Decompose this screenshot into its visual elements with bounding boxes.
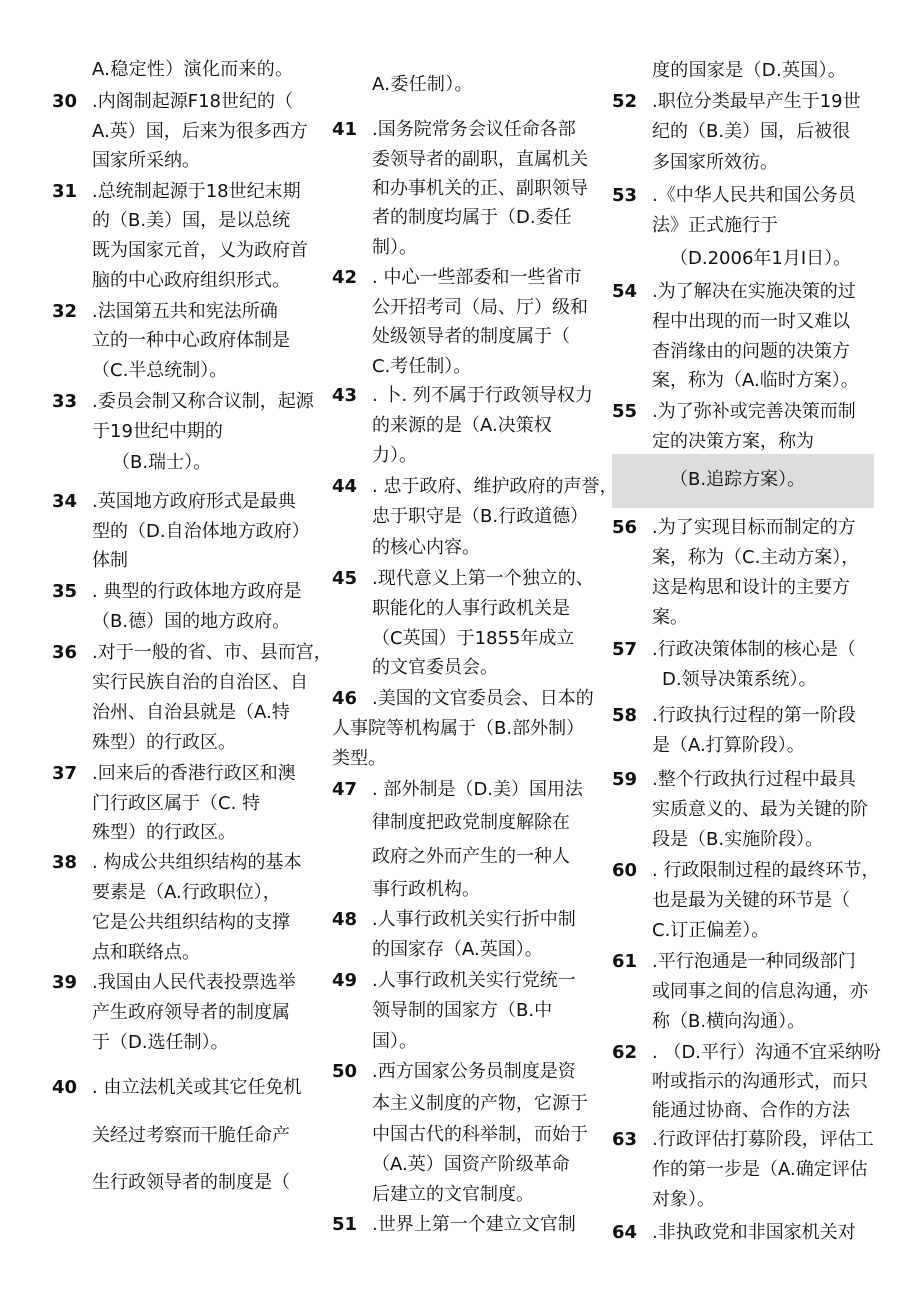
question-line: 法》正式施行于 bbox=[652, 215, 778, 236]
question-number: 32 bbox=[52, 301, 78, 322]
question-line: 案。 bbox=[652, 607, 688, 628]
question-line: .国务院常务会议任命各部 bbox=[372, 119, 576, 140]
question-number: 50 bbox=[332, 1061, 358, 1082]
question-line: . 部外制是（D.美）国用法 bbox=[372, 779, 584, 800]
question-number: 52 bbox=[612, 91, 638, 112]
question-number: 40 bbox=[52, 1077, 78, 1098]
question-number: 34 bbox=[52, 491, 78, 512]
question-line: .为了实现目标而制定的方 bbox=[652, 517, 856, 538]
question-line: 称（B.横向沟通）。 bbox=[652, 1011, 806, 1032]
question-number: 36 bbox=[52, 642, 78, 663]
question-line: .平行泡通是一种同级部门 bbox=[652, 951, 856, 972]
question-line: （B.德）国的地方政府。 bbox=[92, 611, 291, 632]
question-line: 或同事之间的信息沟通，亦 bbox=[652, 981, 868, 1002]
question-line: 纪的（B.美）国，后被很 bbox=[652, 121, 851, 142]
question-line: .《中华人民共和国公务员 bbox=[652, 185, 856, 206]
question-line: .行政执行过程的第一阶段 bbox=[652, 705, 856, 726]
question-line: 本主义制度的产物，它源于 bbox=[372, 1093, 588, 1114]
question-number: 55 bbox=[612, 401, 638, 422]
question-number: 59 bbox=[612, 769, 638, 790]
question-line: 段是（B.实施阶段）。 bbox=[652, 829, 824, 850]
question-line: . 由立法机关或其它任免机 bbox=[92, 1077, 302, 1098]
question-line: 中国古代的科举制，而始于 bbox=[372, 1124, 588, 1145]
question-number: 56 bbox=[612, 517, 638, 538]
question-line: 处级领导者的制度属于（ bbox=[372, 326, 570, 347]
question-line: 生行政领导者的制度是（ bbox=[92, 1172, 290, 1193]
question-line: 和办事机关的正、副职领导 bbox=[372, 178, 588, 199]
question-line: 这是构思和设计的主要方 bbox=[652, 577, 850, 598]
question-number: 30 bbox=[52, 91, 78, 112]
question-number: 33 bbox=[52, 391, 78, 412]
question-line: . 卜. 列不属于行政领导权力 bbox=[372, 385, 593, 406]
question-line: 后建立的文官制度。 bbox=[372, 1184, 534, 1205]
question-line: .对于一般的省、市、县而宫， bbox=[92, 642, 332, 663]
question-line: （C.半总统制）。 bbox=[92, 360, 228, 381]
question-line: 的文官委员会。 bbox=[372, 657, 498, 678]
question-line: 程中出现的而一时又难以 bbox=[652, 311, 850, 332]
question-line: 治州、自治县就是（A.特 bbox=[92, 702, 290, 723]
question-line: 力）。 bbox=[372, 445, 417, 466]
question-line: 的核心内容。 bbox=[372, 537, 480, 558]
question-number: 54 bbox=[612, 281, 638, 302]
question-line: 实质意义的、最为关键的阶 bbox=[652, 799, 868, 820]
question-line: 咐或指示的沟通形式，而只 bbox=[652, 1071, 868, 1092]
question-line: C.考任制）。 bbox=[372, 356, 472, 377]
question-line: .总统制起源于18世纪末期 bbox=[92, 181, 301, 202]
question-line: 多国家所效彷。 bbox=[652, 152, 778, 173]
question-line: 国家所采纳。 bbox=[92, 150, 200, 171]
question-line: .现代意义上第一个独立的、 bbox=[372, 568, 594, 589]
question-line: A.英）国，后来为很多西方 bbox=[92, 121, 308, 142]
question-line: 者的制度均属于（D.委任 bbox=[372, 207, 572, 228]
question-line: .为了弥补或完善决策而制 bbox=[652, 401, 856, 422]
question-line: .为了解决在实施决策的过 bbox=[652, 281, 856, 302]
question-line: .非执政党和非国家机关对 bbox=[652, 1222, 856, 1243]
question-number: 47 bbox=[332, 779, 358, 800]
question-line: 领导制的国家方（B.中 bbox=[372, 1000, 553, 1021]
question-line: 实行民族自治的自治区、自 bbox=[92, 672, 308, 693]
question-line: .行政评估打募阶段，评估工 bbox=[652, 1129, 874, 1150]
question-line: . 典型的行政体地方政府是 bbox=[92, 581, 302, 602]
question-line: .人事行政机关实行党统一 bbox=[372, 970, 576, 991]
continuation-line: 度的国家是（D.英国）。 bbox=[652, 60, 847, 81]
question-number: 60 bbox=[612, 860, 638, 881]
question-line: . 构成公共组织结构的基本 bbox=[92, 852, 302, 873]
question-line: .人事行政机关实行折中制 bbox=[372, 909, 576, 930]
question-line: 门行政区属于（C. 特 bbox=[92, 793, 261, 814]
question-line: 殊型）的行政区。 bbox=[92, 822, 236, 843]
question-line: .回来后的香港行政区和澳 bbox=[92, 763, 296, 784]
question-number: 41 bbox=[332, 119, 358, 140]
question-line: .行政决策体制的核心是（ bbox=[652, 639, 856, 660]
question-line: 能通过协商、合作的方法 bbox=[652, 1100, 850, 1121]
question-line: 定的决策方案，称为 bbox=[652, 431, 814, 452]
question-line: 案，称为（A.临时方案）。 bbox=[652, 370, 859, 391]
question-line: 立的一种中心政府体制是 bbox=[92, 330, 290, 351]
question-line: .英国地方政府形式是最典 bbox=[92, 491, 296, 512]
question-line: 是（A.打算阶段）。 bbox=[652, 735, 805, 756]
question-line: . 行政限制过程的最终环节， bbox=[652, 860, 880, 881]
question-line: 忠于职守是（B.行政道德） bbox=[372, 506, 589, 527]
question-number: 44 bbox=[332, 476, 358, 497]
question-line: C.订正偏差）。 bbox=[652, 920, 770, 941]
question-line: （C英国）于1855年成立 bbox=[372, 628, 575, 649]
question-number: 49 bbox=[332, 970, 358, 991]
question-line: D.领导决策系统）。 bbox=[662, 669, 817, 690]
question-line: 于（D.选任制）。 bbox=[92, 1032, 229, 1053]
question-line: 制）。 bbox=[372, 237, 417, 258]
question-line: 产生政府领导者的制度属 bbox=[92, 1002, 290, 1023]
question-number: 64 bbox=[612, 1222, 638, 1243]
continuation-line: A.委任制）。 bbox=[372, 74, 473, 95]
question-line: 殊型）的行政区。 bbox=[92, 732, 236, 753]
question-line: 要素是（A.行政职位）， bbox=[92, 882, 281, 903]
question-line: .世界上第一个建立文官制 bbox=[372, 1214, 576, 1235]
question-line: 类型。 bbox=[332, 748, 386, 769]
question-line: 点和联络点。 bbox=[92, 942, 200, 963]
question-line: 关经过考察而干脆任命产 bbox=[92, 1125, 290, 1146]
question-line: .我国由人民代表投票选举 bbox=[92, 972, 296, 993]
question-number: 46 bbox=[332, 688, 358, 709]
question-number: 63 bbox=[612, 1129, 638, 1150]
question-number: 58 bbox=[612, 705, 638, 726]
question-line: （D.2006年1月I日）。 bbox=[670, 248, 852, 269]
question-line: 作的第一步是（A.确定评估 bbox=[652, 1159, 868, 1180]
question-line: 委领导者的副职，直属机关 bbox=[372, 149, 588, 170]
question-line: 对象）。 bbox=[652, 1189, 715, 1210]
question-number: 31 bbox=[52, 181, 78, 202]
question-line: 的来源的是（A.决策权 bbox=[372, 415, 552, 436]
question-line: 的（B.美）国，是以总统 bbox=[92, 210, 291, 231]
question-number: 39 bbox=[52, 972, 78, 993]
question-line: 国）。 bbox=[372, 1031, 417, 1052]
question-number: 42 bbox=[332, 267, 358, 288]
question-line: （A.英）国资产阶级革命 bbox=[372, 1154, 570, 1175]
question-line: 的国家存（A.英国）。 bbox=[372, 939, 543, 960]
question-number: 48 bbox=[332, 909, 358, 930]
question-line: .美国的文官委员会、日本的 bbox=[372, 688, 594, 709]
question-number: 35 bbox=[52, 581, 78, 602]
question-line: 它是公共组织结构的支撑 bbox=[92, 912, 290, 933]
question-line: （B.瑞士）。 bbox=[112, 452, 212, 473]
question-line: . 中心一些部委和一些省市 bbox=[372, 267, 582, 288]
question-line: 体制 bbox=[92, 550, 128, 571]
question-line: . 忠于政府、维护政府的声誉， bbox=[372, 476, 618, 497]
question-line: .整个行政执行过程中最具 bbox=[652, 769, 856, 790]
continuation-line: A.稳定性）演化而来的。 bbox=[92, 59, 294, 80]
question-number: 53 bbox=[612, 185, 638, 206]
question-line: .职位分类最早产生于19世 bbox=[652, 91, 861, 112]
question-line: .西方国家公务员制度是资 bbox=[372, 1061, 576, 1082]
question-line: 人事院等机构属于（B.部外制） bbox=[332, 718, 585, 739]
question-line: 杳消缘由的问题的决策方 bbox=[652, 341, 850, 362]
question-line: 案，称为（C.主动方案）， bbox=[652, 547, 860, 568]
question-line: 事行政机构。 bbox=[372, 879, 480, 900]
question-number: 61 bbox=[612, 951, 638, 972]
question-line: .内阁制起源F18世纪的（ bbox=[92, 91, 293, 112]
question-line: .法国第五共和宪法所确 bbox=[92, 301, 278, 322]
question-line: 于19世纪中期的 bbox=[92, 421, 223, 442]
question-line: 脑的中心政府组织形式。 bbox=[92, 270, 290, 291]
question-number: 37 bbox=[52, 763, 78, 784]
question-number: 43 bbox=[332, 385, 358, 406]
question-line: 型的（D.自治体地方政府） bbox=[92, 521, 310, 542]
question-line: .委员会制又称合议制，起源 bbox=[92, 391, 314, 412]
question-line: （B.追踪方案）。 bbox=[670, 469, 806, 490]
question-number: 62 bbox=[612, 1042, 638, 1063]
question-line: . （D.平行）沟通不宜采纳吩 bbox=[652, 1042, 882, 1063]
question-number: 38 bbox=[52, 852, 78, 873]
question-line: 公开招考司（局、厅）级和 bbox=[372, 297, 588, 318]
question-line: 职能化的人事行政机关是 bbox=[372, 598, 570, 619]
question-number: 51 bbox=[332, 1214, 358, 1235]
question-line: 政府之外而产生的一种人 bbox=[372, 846, 570, 867]
question-number: 57 bbox=[612, 639, 638, 660]
question-line: 也是最为关键的环节是（ bbox=[652, 890, 850, 911]
question-line: 既为国家元首，乂为政府首 bbox=[92, 240, 308, 261]
question-number: 45 bbox=[332, 568, 358, 589]
question-line: 律制度把政党制度解除在 bbox=[372, 812, 570, 833]
